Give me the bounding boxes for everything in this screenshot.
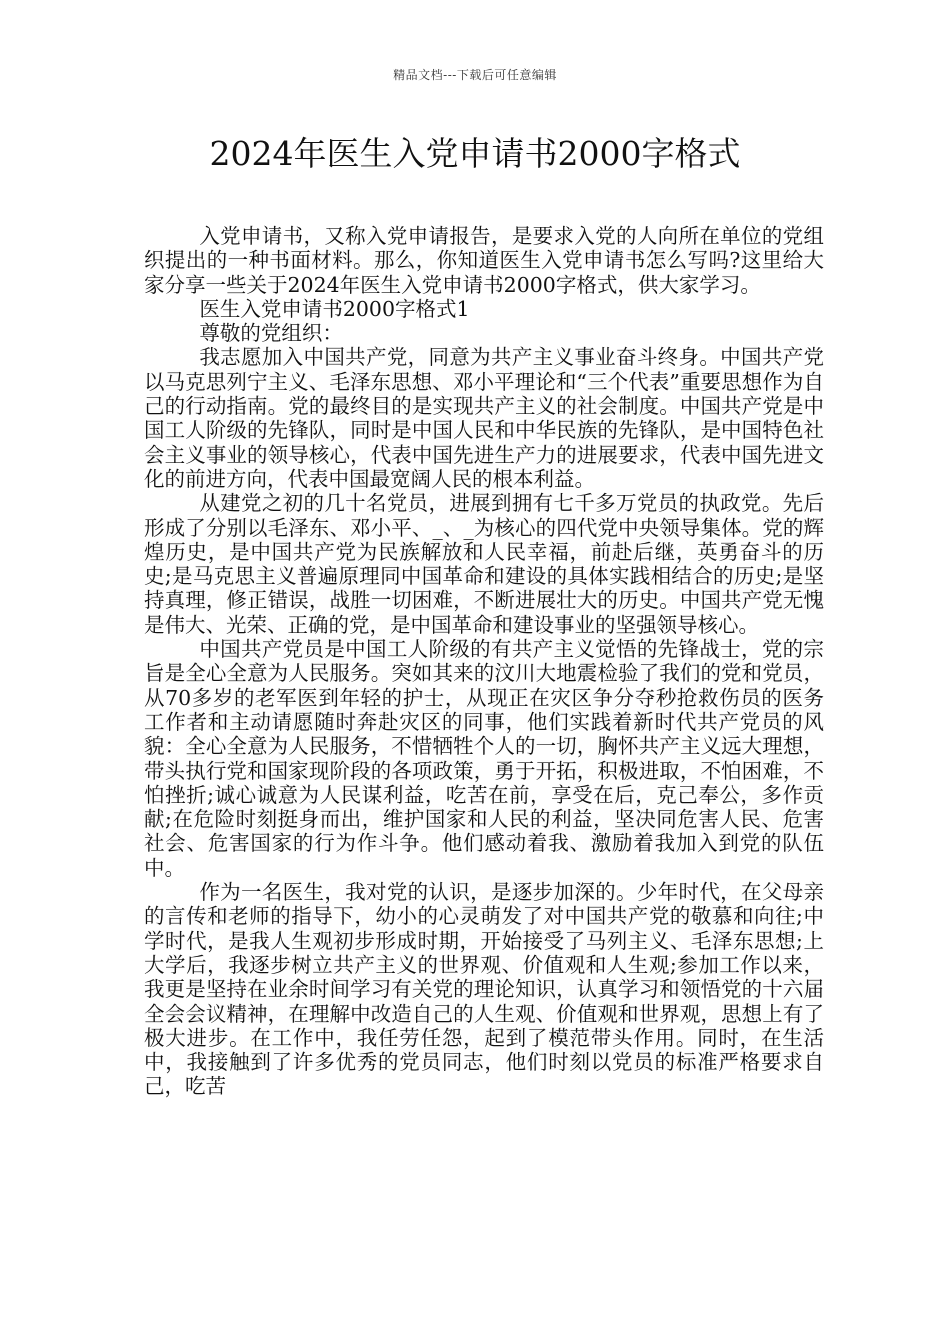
paragraph-body: 中国共产党员是中国工人阶级的有共产主义觉悟的先锋战士，党的宗旨是全心全意为人民服务。突如其来的汶川大地震检验了我们的党和党员，从70多岁的老军医到年轻的护士，从现正在灾区争分夺秒抢救伤员的医务工作者和主动请愿随时奔赴灾区的同事，他们实践着新时代共产党员的风貌：全心全意为人民服务，不惜牺牲个人的一切，胸怀共产主义远大理想，带头执行党和国家现阶段的各项政策，勇于开拓，积极进取，不怕困难，不怕挫折;诚心诚意为人民谋利益，吃苦在前，享受在后，克己奉公，多作贡献;在危险时刻挺身而出，维护国家和人民的利益，坚决同危害人民、危害社会、危害国家的行为作斗争。他们感动着我、激励着我加入到党的队伍中。: [144, 637, 824, 880]
header-note: 精品文档---下载后可任意编辑: [393, 68, 557, 82]
paragraph-body: 从建党之初的几十名党员，进展到拥有七千多万党员的执政党。先后形成了分别以毛泽东、邓小平、_、_为核心的四代党中央领导集体。党的辉煌历史，是中国共产党为民族解放和人民幸福，前赴后继，英勇奋斗的历史;是马克思主义普遍原理同中国革命和建设的具体实践相结合的历史;是坚持真理，修正错误，战胜一切困难，不断进展壮大的历史。中国共产党无愧是伟大、光荣、正确的党，是中国革命和建设事业的坚强领导核心。: [144, 491, 824, 637]
document-title: 2024年医生入党申请书2000字格式: [209, 134, 741, 173]
paragraph-subheading: 医生入党申请书2000字格式1: [199, 296, 470, 321]
paragraph-body: 我志愿加入中国共产党，同意为共产主义事业奋斗终身。中国共产党以马克思列宁主义、毛泽东思想、邓小平理论和“三个代表”重要思想作为自己的行动指南。党的最终目的是实现共产主义的社会制度。中国共产党是中国工人阶级的先锋队，同时是中国人民和中华民族的先锋队，是中国特色社会主义事业的领导核心，代表中国先进生产力的进展要求，代表中国先进文化的前进方向，代表中国最宽阔人民的根本利益。: [144, 345, 824, 491]
paragraph-salutation: 尊敬的党组织：: [199, 321, 343, 346]
paragraph-body: 作为一名医生，我对党的认识，是逐步加深的。少年时代，在父母亲的言传和老师的指导下，幼小的心灵萌发了对中国共产党的敬慕和向往;中学时代，是我人生观初步形成时期，开始接受了马列主义、毛泽东思想;上大学后，我逐步树立共产主义的世界观、价值观和人生观;参加工作以来，我更是坚持在业余时间学习有关党的理论知识，认真学习和领悟党的十六届全会会议精神，在理解中改造自己的人生观、价值观和世界观，思想上有了极大进步。在工作中，我任劳任怨，起到了模范带头作用。同时，在生活中，我接触到了许多优秀的党员同志，他们时刻以党员的标准严格要求自己，吃苦: [144, 880, 824, 1099]
paragraph-intro: 入党申请书，又称入党申请报告，是要求入党的人向所在单位的党组织提出的一种书面材料。那么，你知道医生入党申请书怎么写吗?这里给大家分享一些关于2024年医生入党申请书2000字格式，供大家学习。: [144, 224, 824, 297]
document-body: [144, 224, 824, 1099]
